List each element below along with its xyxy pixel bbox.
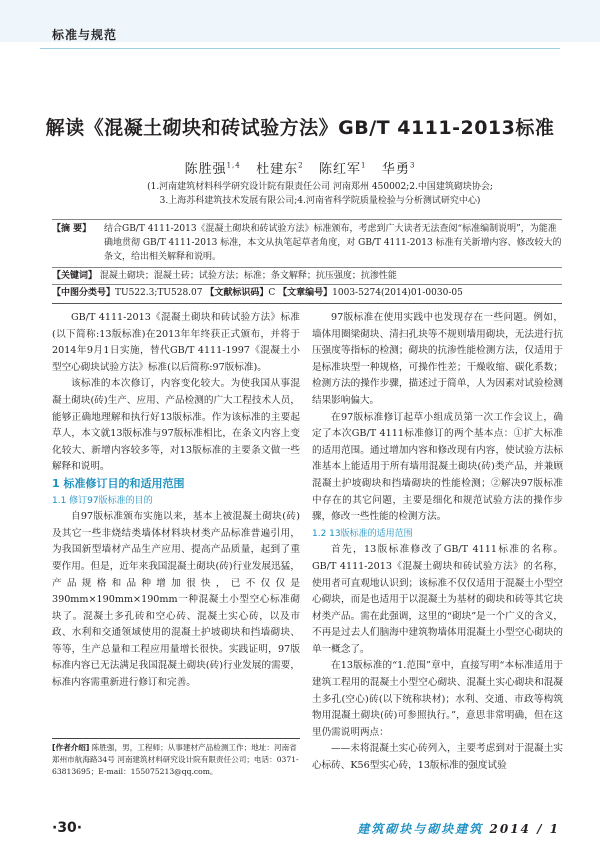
author-footnote xyxy=(52,738,300,778)
journal-footer xyxy=(357,820,560,837)
right-column xyxy=(312,310,563,775)
paragraph: 在97版标准修订起草小组成员第一次工作会议上，确定了本次GB/T 4111标准修订的两个基本点：①扩大标准的适用范围。通过增加内容和修改现有内容，使试验方法标准基本上能适用于所有墙用混凝土砌块(砖)类产品，并兼顾混凝土护坡砌块和挡墙砌块的性能检测；②解决97版标准中存在的其它问题，主要是细化和规范试验方法的操作步骤，修改一些性能的检测方法。 xyxy=(312,411,563,523)
classification-block xyxy=(52,286,562,300)
footnote-label: [作者介绍] xyxy=(52,742,90,752)
abstract-label: 【摘 要】 xyxy=(52,224,92,234)
article-title: 解读《混凝土砌块和砖试验方法》GB/T 4111-2013标准 xyxy=(45,117,555,139)
paragraph: 自97版标准颁布实施以来，基本上被混凝土砌块(砖)及其它一些非烧结类墙体材料块材类产品标准普遍引用，为我国新型墙材产品生产应用、提高产品质量，起到了重要作用。但是，近年来我国混凝土砌块(砖)行业发展迅猛，产品规格和品种增加很快，已不仅仅是390mm×190mm×190mm一种混凝土小型空心标准砌块了。混凝土多孔砖和空心砖、混凝土实心砖，以及市政、水利和交通领域使用的混凝土护坡砌块和挡墙砌块、等等，生产总量和工程应用量增长很快。实践证明，97版标准内容已无法满足我国混凝土砌块(砖)行业发展的需要，标准内容需重新进行修订和完善。 xyxy=(52,511,300,689)
issue-number: 2014 / 1 xyxy=(489,822,560,836)
article-no-value: 1003-5274(2014)01-0030-05 xyxy=(332,288,463,298)
section-label: 标准与规范 xyxy=(52,28,118,42)
keywords-text: 混凝土砌块；混凝土砖；试验方法；标准；条文解释；抗压强度；抗渗性能 xyxy=(99,271,397,281)
footnote-rule xyxy=(52,738,300,739)
paragraph: 该标准的本次修订，内容变化较大。为使我国从事混凝土砌块(砖)生产、应用、产品检测的广大工程技术人员，能够正确地理解和执行好13版标准。作为该标准的主要起草人，本文就13版标准与97版标准相比，在条文内容上变化较大、新增内容较多等，对13版标准的主要条文做一些解释和说明。 xyxy=(52,378,300,473)
page-number: ·30· xyxy=(52,820,83,836)
clc-label: 【中图分类号】 xyxy=(52,288,116,298)
subsection-heading: 1.1 修订97版标准的目的 xyxy=(52,495,153,506)
author-list: 陈胜强$^{1,4}$ 杜建东$^2$ 陈红军$^1$ 华勇$^3$ xyxy=(184,161,416,177)
keywords-label: 【关键词】 xyxy=(52,271,98,281)
header-rule xyxy=(40,48,560,49)
author: 陈红军 xyxy=(319,162,362,177)
affiliation-line: 3.上海苏科建筑技术发展有限公司;4.河南省科学院质量检验与分析测试研究中心) xyxy=(159,196,481,206)
footnote-text: 陈胜强，男，工程师；从事建材产品检测工作；地址：河南省郑州市航海路34号 河南建筑材料研究设计院有限责任公司；电话：0371-63813695；E-mail：155075213@qq.com。 xyxy=(52,742,299,776)
subsection-heading: 1.2 13版标准的适用范围 xyxy=(312,528,413,539)
doc-code-label: 【文献标识码】 xyxy=(205,288,269,298)
author: 杜建东 xyxy=(256,162,299,177)
paragraph: 97版标准在使用实践中也发现存在一些问题。例如，墙体用圈梁砌块、清扫孔块等不规则墙用砌块，无法进行抗压强度等指标的检测；砌块的抗渗性能检测方法，仅适用于是标准块型一种规格，可操作性差；干燥收缩、碳化系数；检测方法的操作步骤，描述过于简单，人为因素对试验检测结果影响偏大。 xyxy=(312,312,563,406)
paragraph: ——未将混凝土实心砖列入，主要考虑到对于混凝土实心标砖、K56型实心砖，13版标准的强度试验 xyxy=(312,743,563,772)
paragraph: 在13版标准的“1.范围”章中，直接写明“本标准适用于建筑工程用的混凝土小型空心砌块、混凝土实心砌块和混凝土多孔(空心)砖(以下统称块材)；水利、交通、市政等构筑物用混凝土砌块(砖)可参照执行。”，意思非常明确，但在这里仍需说明两点： xyxy=(312,660,563,738)
clc-value: TU522.3;TU528.07 xyxy=(115,288,203,298)
doc-code-value: C xyxy=(268,288,276,298)
divider xyxy=(52,303,562,304)
abstract-block xyxy=(52,222,562,264)
article-no-label: 【文章编号】 xyxy=(278,288,333,298)
divider xyxy=(52,267,562,268)
keywords-block xyxy=(52,269,562,283)
left-column xyxy=(52,310,300,692)
top-header xyxy=(0,0,600,48)
affiliation-line: (1.河南建筑材料科学研究设计院有限责任公司 河南郑州 450002;2.中国建筑砌块协会; xyxy=(147,182,493,192)
author: 华勇 xyxy=(381,162,410,177)
paragraph: GB/T 4111-2013《混凝土砌块和砖试验方法》标准(以下简称:13版标准)在2013年年终获正式颁布，并将于2014年9月1日实施，替代GB/T 4111-1997《混凝土小型空心砌块试验方法》标准(以后简称:97版标准)。 xyxy=(52,312,300,373)
author: 陈胜强 xyxy=(184,162,227,177)
paragraph: 首先，13版标准修改了GB/T 4111标准的名称。GB/T 4111-2013《混凝土砌块和砖试验方法》的名称，使用者可直观地认识到；该标准不仅仅适用于混凝土小型空心砌块，而是也适用于以混凝土为基材的砌块和砖等其它块材类产品。需在此强调，这里的“砌块”是一个广义的含义，不再是过去人们脑海中建筑物墙体用混凝土小型空心砌块的单一概念了。 xyxy=(312,544,563,655)
abstract-text: 结合GB/T 4111-2013《混凝土砌块和砖试验方法》标准颁布，考虑到广大读者无法查阅“标准编制说明”，为能准确地贯彻 GB/T 4111-2013 标准，本文从执笔起草者角度，对 GB/T 4111-2013 标准有关新增内容、修改较大的条文，给出相关解释和说明。 xyxy=(104,224,562,262)
section-heading: 1 标准修订目的和适用范围 xyxy=(52,476,185,490)
divider xyxy=(52,284,562,285)
journal-name: 建筑砌块与砌块建筑 xyxy=(357,822,484,836)
divider xyxy=(52,219,562,220)
